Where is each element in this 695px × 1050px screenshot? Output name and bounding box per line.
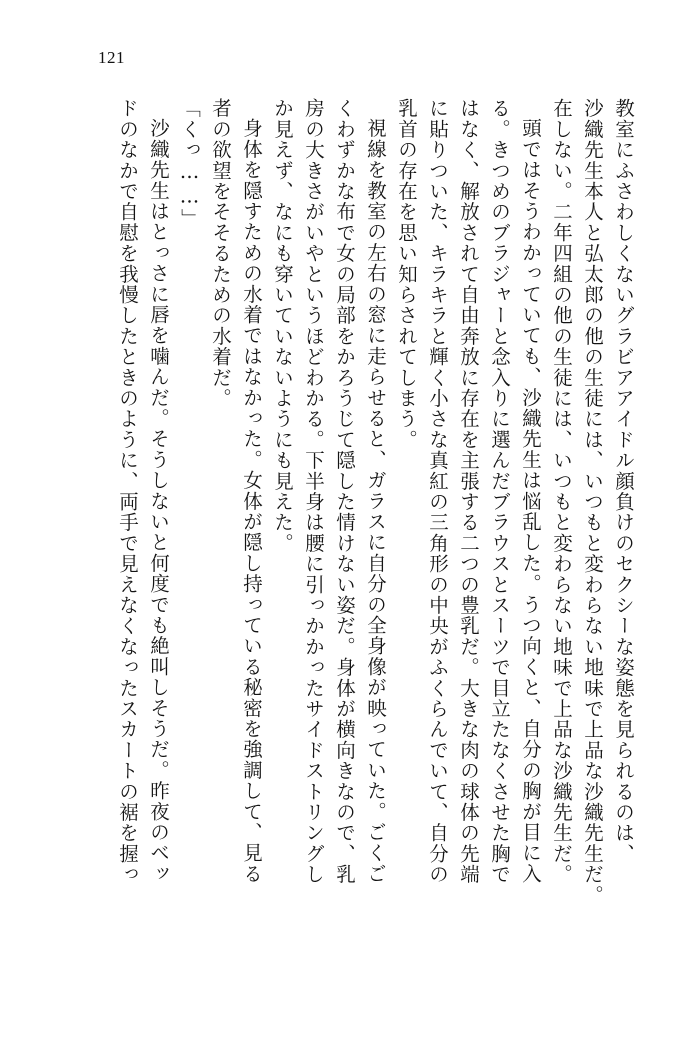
text-column: 沙織先生はとっさに唇を噛んだ。そうしないと何度でも絶叫しそうだ。昨夜のベッ	[147, 118, 170, 884]
text-column: か見えず、なにも穿いていないようにも見えた。	[271, 98, 294, 554]
text-column: 「くっ……」	[178, 98, 201, 230]
text-column: る。きつめのブラジャーと念入りに選んだブラウスとスーツで目立たなくさせた胸で	[488, 98, 511, 885]
text-column: 在しない。二年四組の他の生徒には、いつもと変わらない地味で上品な沙織先生だ。	[550, 98, 573, 885]
text-column: に貼りついた、キラキラと輝く小さな真紅の三角形の中央がふくらんでいて、自分の	[426, 98, 449, 885]
text-column: くわずかな布で女の局部をかろうじて隠した情けない姿だ。身体が横向きなので、乳	[333, 98, 356, 885]
text-column: 身体を隠すための水着ではなかった。女体が隠し持っている秘密を強調して、見る	[240, 118, 263, 884]
text-column: 教室にふさわしくないグラビアアイドル顔負けのセクシーな姿態を見られるのは、	[612, 98, 635, 864]
text-column: はなく、解放されて自由奔放に存在を主張する二つの豊乳だ。大きな肉の球体の先端	[457, 98, 480, 885]
text-column: 乳首の存在を思い知らされてしまう。	[395, 98, 418, 450]
vertical-text-block	[93, 98, 633, 978]
text-column: 沙織先生本人と弘太郎の他の生徒には、いつもと変わらない地味で上品な沙織先生だ。	[581, 98, 604, 906]
page-number: 121	[98, 48, 125, 67]
text-column: 房の大きさがいやというほどわかる。下半身は腰に引っかかったサイドストリングし	[302, 98, 325, 885]
text-column: ドのなかで自慰を我慢したときのように、両手で見えなくなったスカートの裾を握っ	[116, 98, 139, 885]
text-column: 頭ではそうわかっていても、沙織先生は悩乱した。うつ向くと、自分の胸が目に入	[519, 118, 542, 884]
text-column: 視線を教室の左右の窓に走らせると、ガラスに自分の全身像が映っていた。ごくご	[364, 118, 387, 884]
text-column: 者の欲望をそそるための水着だ。	[209, 98, 232, 409]
